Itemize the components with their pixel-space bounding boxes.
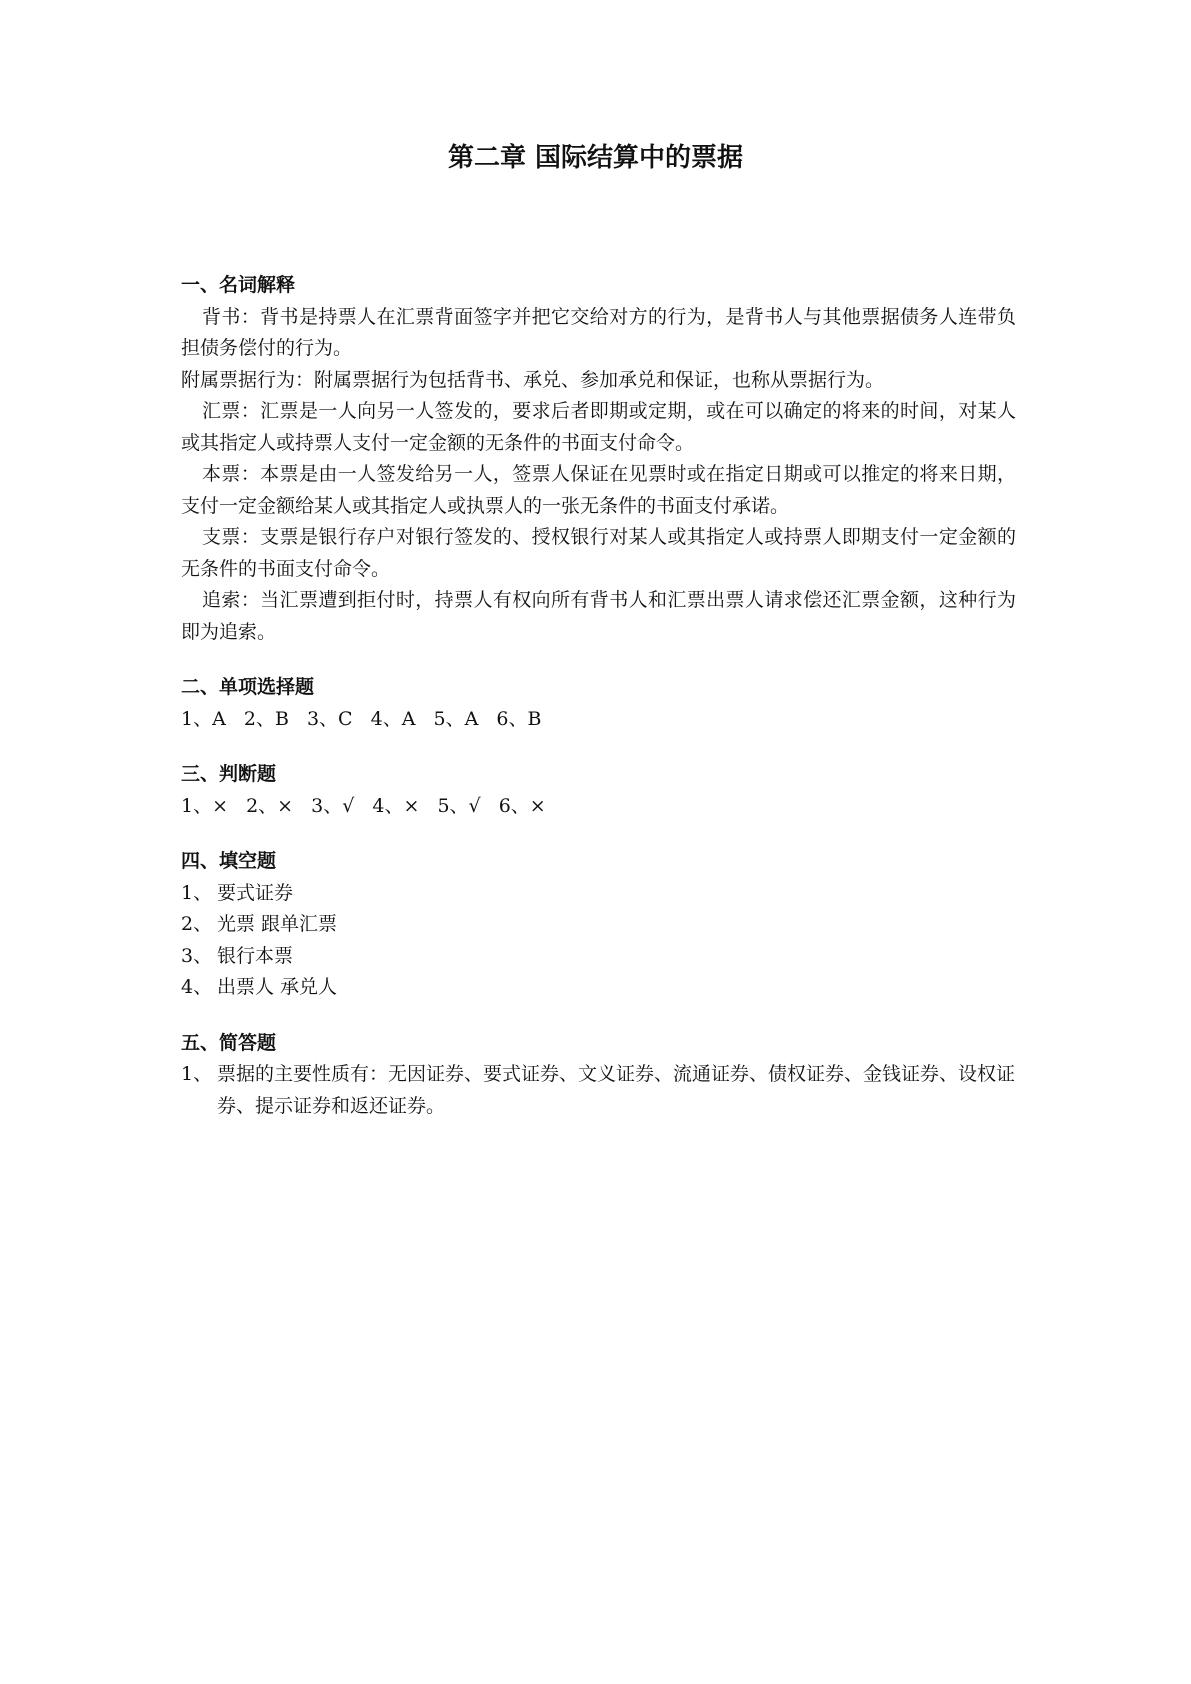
item-number: 1、 xyxy=(181,1063,213,1085)
answer-item: 2、× xyxy=(246,794,294,817)
definition-paragraph: 追索：当汇票遭到拒付时，持票人有权向所有背书人和汇票出票人请求偿还汇票金额，这种行为即为追索。 xyxy=(181,589,1016,643)
section-heading: 二、单项选择题 xyxy=(181,676,315,698)
answer-item: 4、A xyxy=(370,707,416,730)
section-definitions xyxy=(181,270,1016,648)
answer-item: 6、× xyxy=(498,794,546,817)
section-true-false xyxy=(181,759,1016,822)
definition-paragraph: 本票：本票是由一人签发给另一人，签票人保证在见票时或在指定日期或可以推定的将来日期，支付一定金额给某人或其指定人或执票人的一张无条件的书面支付承诺。 xyxy=(181,463,1016,517)
short-answer-list xyxy=(181,1059,1016,1122)
list-item xyxy=(181,878,1016,910)
page-title: 第二章 国际结算中的票据 xyxy=(447,143,744,173)
item-number: 1、 xyxy=(181,881,213,904)
section-heading: 五、简答题 xyxy=(181,1031,277,1054)
item-text: 光票 跟单汇票 xyxy=(217,913,338,935)
item-text: 银行本票 xyxy=(217,944,294,967)
item-number: 2、 xyxy=(181,913,213,935)
list-item xyxy=(181,972,1016,1004)
item-text: 要式证券 xyxy=(217,881,294,904)
answer-line xyxy=(181,704,1016,736)
item-number: 3、 xyxy=(181,944,213,967)
answer-item: 3、C xyxy=(306,707,353,730)
list-item xyxy=(181,941,1016,973)
definition-paragraph: 汇票：汇票是一人向另一人签发的，要求后者即期或定期，或在可以确定的将来的时间，对某人或其指定人或持票人支付一定金额的无条件的书面支付命令。 xyxy=(181,400,1016,454)
document-body xyxy=(181,270,1016,1146)
answer-item: 1、× xyxy=(181,794,229,817)
item-number: 4、 xyxy=(181,976,213,998)
answer-line xyxy=(181,791,1016,823)
list-item xyxy=(181,1059,1016,1122)
answer-item: 5、√ xyxy=(437,794,481,817)
list-item xyxy=(181,909,1016,941)
fill-blank-list xyxy=(181,878,1016,1004)
item-text: 票据的主要性质有：无因证券、要式证券、文义证券、流通证券、债权证券、金钱证券、设权证券、提示证券和返还证券。 xyxy=(217,1063,1016,1117)
answer-item: 6、B xyxy=(496,707,542,730)
answer-item: 4、× xyxy=(372,794,420,817)
section-short-answer xyxy=(181,1028,1016,1123)
definition-paragraph: 支票：支票是银行存户对银行签发的、授权银行对某人或其指定人或持票人即期支付一定金额的无条件的书面支付命令。 xyxy=(181,526,1016,580)
section-heading: 三、判断题 xyxy=(181,763,277,785)
section-heading: 一、名词解释 xyxy=(181,274,296,296)
answer-item: 3、√ xyxy=(311,794,355,817)
definition-paragraph: 附属票据行为：附属票据行为包括背书、承兑、参加承兑和保证，也称从票据行为。 xyxy=(181,368,885,391)
section-fill-blank xyxy=(181,846,1016,1004)
answer-item: 1、A xyxy=(181,707,226,730)
definition-paragraph: 背书：背书是持票人在汇票背面签字并把它交给对方的行为，是背书人与其他票据债务人连带负担债务偿付的行为。 xyxy=(181,305,1016,359)
item-text: 出票人 承兑人 xyxy=(217,976,338,998)
answer-item: 2、B xyxy=(243,707,289,730)
answer-item: 5、A xyxy=(433,707,479,730)
section-single-choice xyxy=(181,672,1016,735)
section-heading: 四、填空题 xyxy=(181,850,277,872)
